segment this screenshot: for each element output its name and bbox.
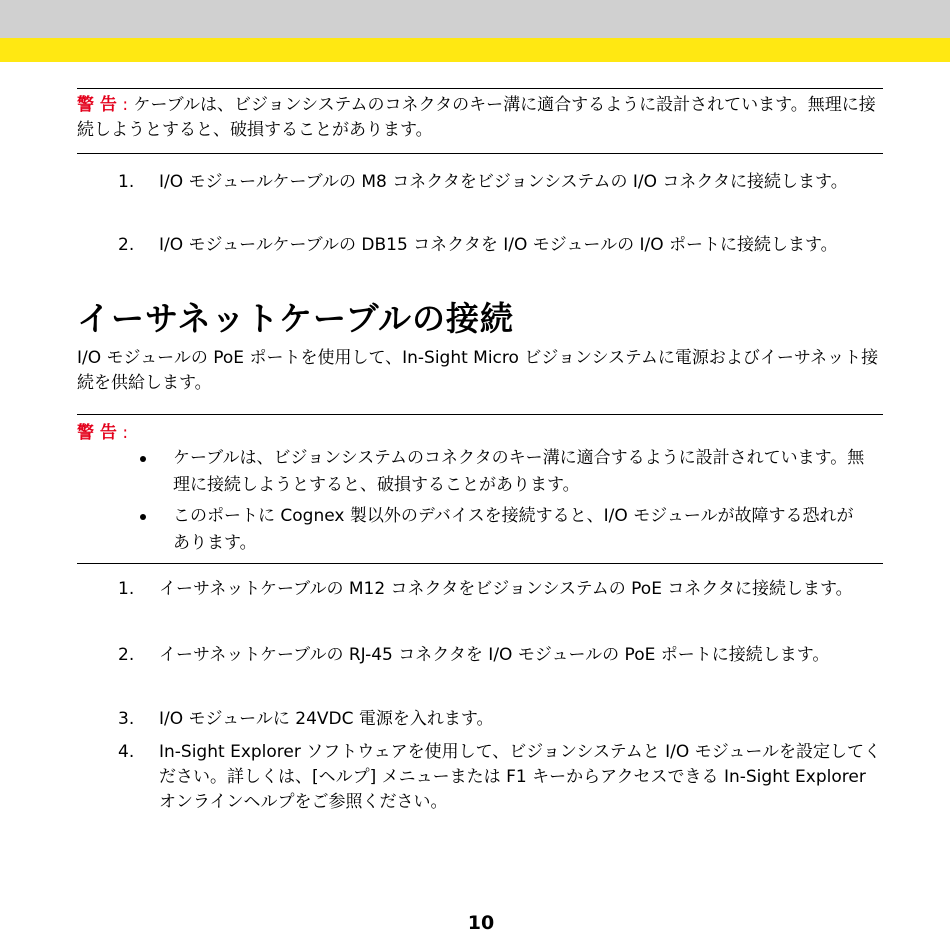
bullet-text: このポートに Cognex 製以外のデバイスを接続すると、I/O モジュールが故障する恐れがあります。 bbox=[173, 506, 854, 553]
step-item bbox=[118, 740, 888, 815]
warning-box-cable bbox=[77, 93, 883, 143]
step-item bbox=[118, 707, 888, 732]
step-item bbox=[118, 577, 888, 602]
bullet-dot bbox=[140, 514, 146, 520]
step-item bbox=[118, 643, 888, 668]
warning-box-port bbox=[77, 421, 883, 446]
warning-bottom-rule bbox=[77, 153, 883, 154]
warning-bullet bbox=[140, 503, 870, 557]
warning-top-rule bbox=[77, 414, 883, 415]
step-text: イーサネットケーブルの M12 コネクタをビジョンシステムの PoE コネクタに接続します。 bbox=[159, 579, 853, 599]
section-heading: イーサネットケーブルの接続 bbox=[77, 299, 515, 338]
header-grey-band bbox=[0, 0, 950, 38]
bullet-dot bbox=[140, 456, 146, 462]
step-number: 2. bbox=[118, 235, 135, 255]
step-text: In-Sight Explorer ソフトウェアを使用して、ビジョンシステムと I/O モジュールを設定してください。詳しくは、[ヘルプ] メニューまたは F1 キーからアクセスできる In-Sight Explorer オンラインヘルプをご参照ください。 bbox=[159, 742, 882, 812]
step-text: I/O モジュールケーブルの M8 コネクタをビジョンシステムの I/O コネクタに接続します。 bbox=[159, 172, 848, 192]
step-text: イーサネットケーブルの RJ-45 コネクタを I/O モジュールの PoE ポートに接続します。 bbox=[159, 645, 830, 665]
step-number: 1. bbox=[118, 172, 135, 192]
warning-bottom-rule bbox=[77, 563, 883, 564]
warning-label: 警 告 bbox=[77, 423, 117, 443]
step-number: 2. bbox=[118, 645, 135, 665]
step-item bbox=[118, 170, 888, 195]
section-intro: I/O モジュールの PoE ポートを使用して、In-Sight Micro ビジョンシステムに電源およびイーサネット接続を供給します。 bbox=[77, 348, 879, 393]
step-number: 1. bbox=[118, 579, 135, 599]
step-item bbox=[118, 233, 888, 258]
step-text: I/O モジュールケーブルの DB15 コネクタを I/O モジュールの I/O ポートに接続します。 bbox=[159, 235, 838, 255]
warning-text: ケーブルは、ビジョンシステムのコネクタのキー溝に適合するように設計されています。無理に接続しようとすると、破損することがあります。 bbox=[77, 95, 876, 140]
header-yellow-band bbox=[0, 38, 950, 62]
step-number: 4. bbox=[118, 742, 135, 762]
step-number: 3. bbox=[118, 709, 135, 729]
warning-colon: : bbox=[116, 95, 134, 115]
warning-top-rule bbox=[77, 88, 883, 89]
bullet-text: ケーブルは、ビジョンシステムのコネクタのキー溝に適合するように設計されています。無理に接続しようとすると、破損することがあります。 bbox=[173, 448, 865, 495]
warning-bullet bbox=[140, 445, 870, 499]
step-text: I/O モジュールに 24VDC 電源を入れます。 bbox=[159, 709, 494, 729]
warning-label: 警 告 bbox=[77, 95, 117, 115]
warning-colon: : bbox=[116, 423, 129, 443]
page-number: 10 bbox=[467, 912, 495, 934]
